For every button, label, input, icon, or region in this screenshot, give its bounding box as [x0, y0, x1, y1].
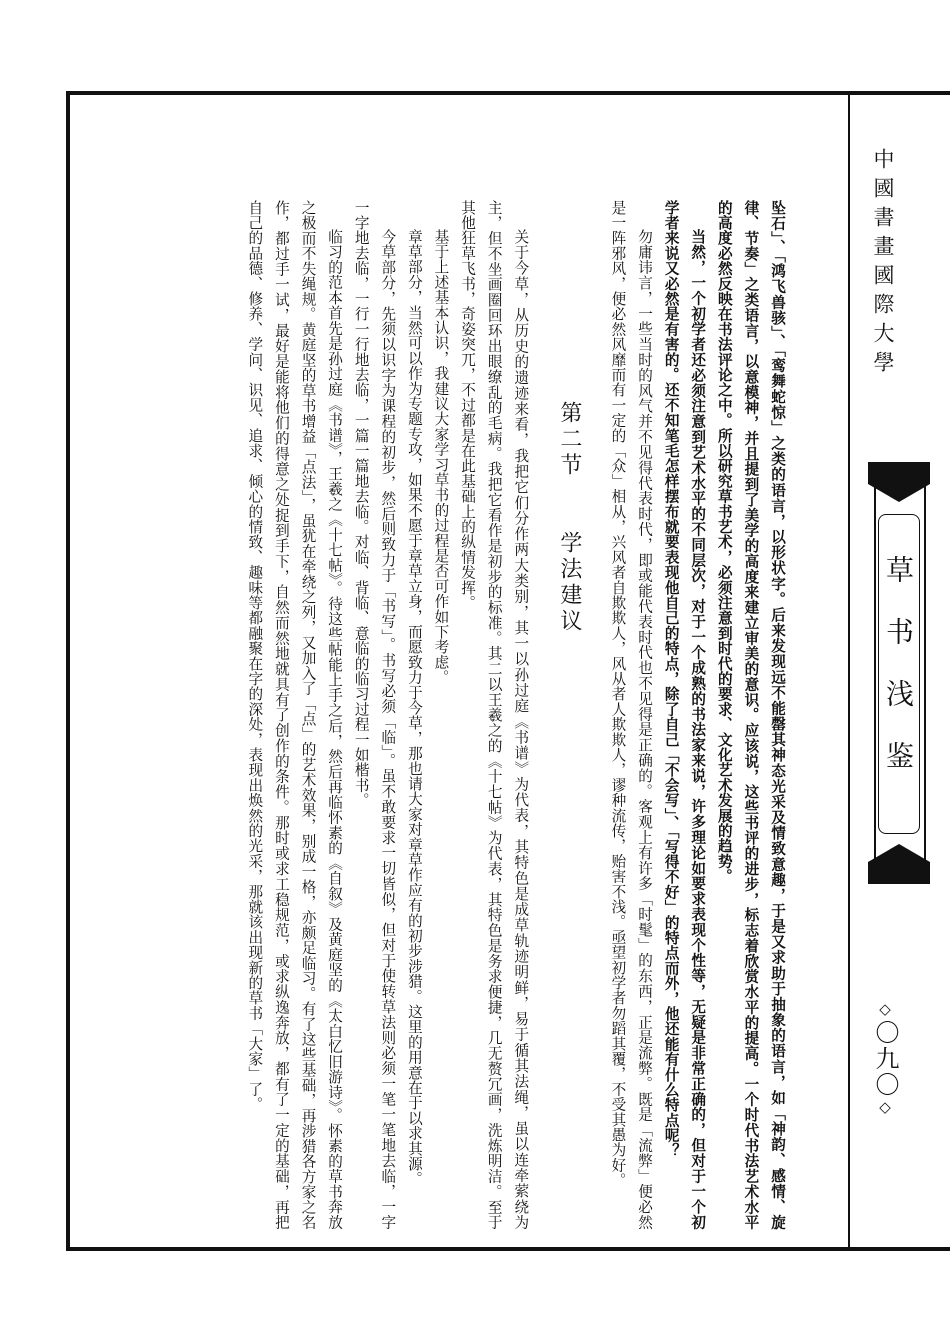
main-text — [118, 200, 790, 1230]
paragraph-3: 勿庸讳言，一些当时的风气并不见得代表时代，即或能代表时代也不见得是正确的。客观上有许多「时髦」的东西，正是流弊。既是「流弊」便必然是一阵邪风，便必然风靡而有一定的「众」相从，兴风者自欺欺人，风从者人欺欺人，谬种流传，贻害不浅。亟望初学者勿蹈其覆，不受其愚为好。 — [609, 200, 654, 1230]
paragraph-2: 当然，一个初学者还必须注意到艺术水平的不同层次，对于一个成熟的书法家来说，许多理论如要求表现个性等，无疑是非常正确的，但对于一个初学者来说又必然是有害的。还不知笔毛怎样摆布就要表现他自己的特点，除了自己「不会写」、「写得不好」的特点而外，他还能有什么特点呢？ — [662, 200, 707, 1230]
paragraph-6: 章草部分，当然可以作为专题专攻，如果不愿于章草立身，而愿致力于今草，那也请大家对章草作应有的初步涉猎。这里的用意在于以求其源。 — [405, 229, 423, 1187]
page-number-block — [860, 1000, 910, 1118]
page-number: 〇九〇 — [871, 1020, 899, 1098]
book-title: 草书浅鉴 — [882, 555, 915, 803]
section-heading — [555, 200, 582, 1230]
book-title-cartouche — [868, 462, 930, 884]
margin-divider — [848, 95, 850, 1247]
diamond-ornament-icon: ◇ — [876, 1000, 894, 1020]
section-number: 第二节 — [556, 401, 582, 479]
school-name: 中國書畫國際大學 — [871, 148, 895, 380]
paragraph-4: 关于今草，从历史的遗迹来看，我把它们分作两大类别，其一以孙过庭《书谱》为代表，其特色是成草轨迹明鲜，易于循其法绳，虽以连牵萦绕为主，但不坐画圈回环出眼缭乱的毛病。我把它看作是初步的标准。其二以王羲之的《十七帖》为代表，其特色是务求便捷，几无赘冗画，洗炼明洁。至于其他狂草飞书，奇姿突兀，不过都是在此基础上的纵情发挥。 — [459, 200, 530, 1230]
paragraph-1: 坠石」、「鸿飞兽骇」、「鸾舞蛇惊」之类的语言，以形状字。后来发现远不能罄其神态光采及情致意趣，于是又求助于抽象的语言，如「神韵、感情、旋律、节奏」之类语言，以意模神，并且提到了美学的高度来建立审美的意识。应该说，这些书评的进步，标志着欣赏水平的提高。一个时代书法艺术水平的高度必然反映在书法评论之中。所以研究草书艺术，必须注意到时代的要求、文化艺术发展的趋势。 — [715, 200, 786, 1230]
paragraph-7: 今草部分，先须以识字为课程的初步，然后则致力于「书写」。书写必须「临」。虽不敢要求一切皆似，但对于使转草法则必须一笔一笔地去临，一字一字地去临，一行一行地去临，一篇一篇地去临。对临、背临、意临的临习过程一如楷书。 — [352, 200, 397, 1230]
section-name: 学法建议 — [556, 531, 582, 635]
diamond-ornament-icon: ◇ — [876, 1098, 894, 1118]
paragraph-8: 临习的范本首先是孙过庭《书谱》，王羲之《十七帖》。待这些帖能上手之后，然后再临怀素的《自叙》及黄庭坚的《太白忆旧游诗》。怀素的草书奔放之极而不失绳规。黄庭坚的草书增益「点法」，虽犹在牵绕之列，又加入了「点」的艺术效果，别成一格，亦颇足临习。有了这些基础，再涉猎各方家之名作，都过手一试，最好是能将他们的得意之处捉到手下，自然而然地就具有了创作的条件。那时或求工稳规范，或求纵逸奔放，都有了一定的基础，再把自己的品德、修养、学问、识见、追求、倾心的情致、趣味等都融聚在字的深处，表现出焕然的光采，那就该出现新的草书「大家」了。 — [246, 200, 344, 1230]
paragraph-5: 基于上述基本认识，我建议大家学习草书的过程是否可作如下考虑。 — [432, 229, 450, 686]
